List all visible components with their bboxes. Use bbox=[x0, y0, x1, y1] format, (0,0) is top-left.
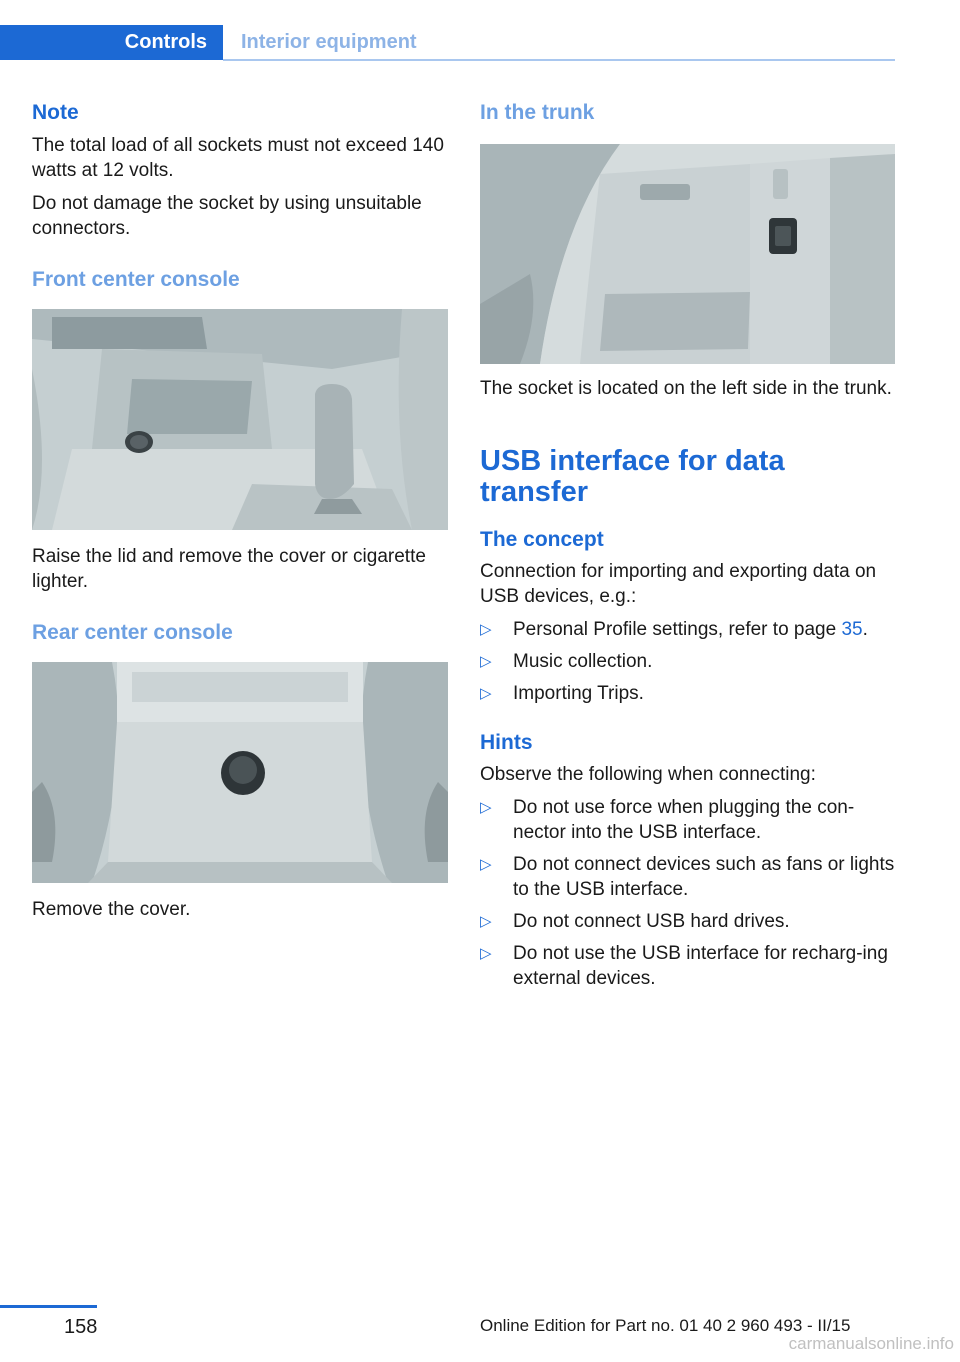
concept-paragraph: Connection for importing and exporting data on USB devices, e.g.: bbox=[480, 561, 877, 607]
list-item bbox=[480, 649, 896, 674]
triangle-right-icon: ▷ bbox=[480, 856, 492, 873]
trunk-image bbox=[480, 144, 895, 364]
list-item-text: Importing Trips. bbox=[513, 683, 644, 704]
trunk-caption: The socket is located on the left side in the trunk. bbox=[480, 378, 892, 399]
page-link[interactable]: 35 bbox=[841, 619, 863, 640]
rear-console-caption: Remove the cover. bbox=[32, 899, 191, 920]
page-header bbox=[0, 25, 895, 62]
list-item bbox=[480, 617, 896, 642]
note-title: Note bbox=[32, 101, 79, 124]
list-item-text: Music collection. bbox=[513, 651, 653, 672]
header-tab-controls[interactable]: Controls bbox=[0, 25, 223, 60]
triangle-right-icon: ▷ bbox=[480, 799, 492, 816]
edition-text: Online Edition for Part no. 01 40 2 960 493 - II/15 bbox=[480, 1316, 851, 1335]
trunk-title: In the trunk bbox=[480, 101, 595, 124]
rear-console-title: Rear center console bbox=[32, 621, 233, 644]
triangle-right-icon: ▷ bbox=[480, 621, 492, 638]
hints-paragraph: Observe the following when connecting: bbox=[480, 764, 816, 785]
hints-list bbox=[480, 795, 896, 991]
right-column bbox=[480, 100, 896, 991]
rear-console-image bbox=[32, 662, 448, 883]
usb-section-title: USB interface for data transfer bbox=[480, 445, 785, 508]
note-paragraph-1: The total load of all sockets must not exceed 140 watts at 12 volts. bbox=[32, 135, 444, 181]
watermark: carmanualsonline.info bbox=[788, 1334, 954, 1353]
list-item bbox=[480, 941, 896, 991]
list-item-tail: . bbox=[862, 619, 868, 640]
front-console-title: Front center console bbox=[32, 268, 240, 291]
front-console-image bbox=[32, 309, 448, 530]
front-console-caption: Raise the lid and remove the cover or cigarette lighter. bbox=[32, 546, 426, 592]
triangle-right-icon: ▷ bbox=[480, 945, 492, 962]
triangle-right-icon: ▷ bbox=[480, 653, 492, 670]
list-item bbox=[480, 852, 896, 902]
list-item bbox=[480, 795, 896, 845]
triangle-right-icon: ▷ bbox=[480, 685, 492, 702]
triangle-right-icon: ▷ bbox=[480, 913, 492, 930]
list-item-text: Do not connect USB hard drives. bbox=[513, 911, 790, 932]
header-rule bbox=[223, 59, 895, 61]
list-item bbox=[480, 909, 896, 934]
note-paragraph-2: Do not damage the socket by using unsuitable connectors. bbox=[32, 193, 422, 239]
list-item-text: Do not use the USB interface for recharg‐ing external devices. bbox=[513, 943, 888, 989]
concept-title: The concept bbox=[480, 528, 604, 551]
hints-title: Hints bbox=[480, 731, 533, 754]
list-item-text: Personal Profile settings, refer to page bbox=[513, 619, 842, 640]
concept-list bbox=[480, 617, 896, 706]
footer-rule bbox=[0, 1305, 97, 1308]
list-item-text: Do not use force when plugging the con‐nector into the USB interface. bbox=[513, 797, 855, 843]
left-column bbox=[32, 100, 448, 922]
header-tab-interior-equipment[interactable]: Interior equipment bbox=[241, 31, 417, 53]
page-number: 158 bbox=[64, 1316, 98, 1338]
list-item-text: Do not connect devices such as fans or lights to the USB interface. bbox=[513, 854, 895, 900]
list-item bbox=[480, 681, 896, 706]
